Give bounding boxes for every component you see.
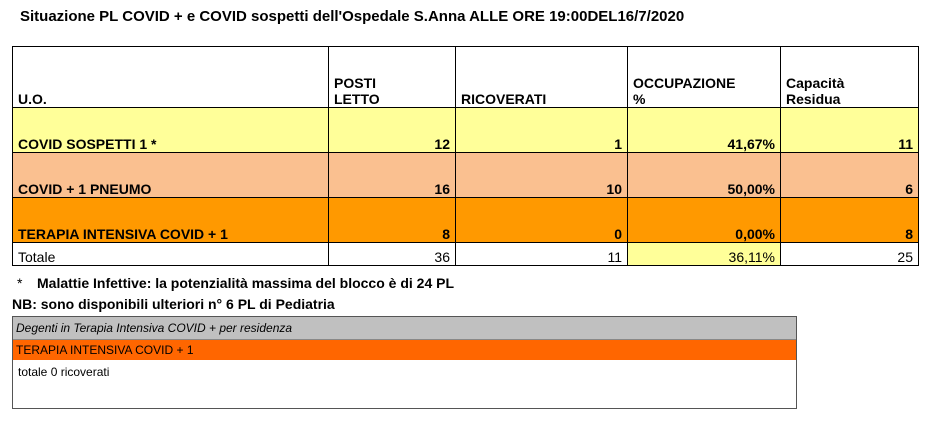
- row-occupazione: 0,00%: [628, 198, 781, 243]
- header-posti-letto: POSTI LETTO: [329, 47, 456, 108]
- row-occupazione: 41,67%: [628, 108, 781, 153]
- residenza-box-unit: TERAPIA INTENSIVA COVID + 1: [13, 340, 796, 360]
- row-ricoverati: 10: [456, 153, 628, 198]
- table-row: [13, 108, 919, 153]
- total-label: Totale: [13, 243, 329, 266]
- table-row: [13, 153, 919, 198]
- footnote-pediatria: NB: sono disponibili ulteriori n° 6 PL di Pediatria: [12, 296, 335, 312]
- residenza-box: [12, 316, 797, 409]
- header-ricoverati: RICOVERATI: [456, 47, 628, 108]
- row-posti: 8: [329, 198, 456, 243]
- header-uo: U.O.: [13, 47, 329, 108]
- footnote-text: Malattie Infettive: la potenzialità massima del blocco è di 24 PL: [37, 275, 455, 291]
- row-ricoverati: 1: [456, 108, 628, 153]
- table-total-row: [13, 243, 919, 266]
- table-row: [13, 198, 919, 243]
- total-posti: 36: [329, 243, 456, 266]
- occupancy-table: [12, 46, 919, 266]
- residenza-box-header: Degenti in Terapia Intensiva COVID + per residenza: [13, 317, 796, 340]
- row-name: COVID + 1 PNEUMO: [13, 153, 329, 198]
- residenza-box-total: totale 0 ricoverati: [18, 365, 110, 379]
- footnote-star: *: [17, 275, 23, 291]
- header-capacita-residua: Capacità Residua: [781, 47, 919, 108]
- header-occupazione: OCCUPAZIONE %: [628, 47, 781, 108]
- row-name: COVID SOSPETTI 1 *: [13, 108, 329, 153]
- row-occupazione: 50,00%: [628, 153, 781, 198]
- row-ricoverati: 0: [456, 198, 628, 243]
- row-capacita: 8: [781, 198, 919, 243]
- row-posti: 16: [329, 153, 456, 198]
- row-capacita: 11: [781, 108, 919, 153]
- row-capacita: 6: [781, 153, 919, 198]
- total-occupazione: 36,11%: [628, 243, 781, 266]
- footnote-malattie-infettive: [17, 275, 454, 291]
- page-title: Situazione PL COVID + e COVID sospetti dell'Ospedale S.Anna ALLE ORE 19:00DEL16/7/2020: [20, 8, 685, 25]
- table-header-row: [13, 47, 919, 108]
- row-name: TERAPIA INTENSIVA COVID + 1: [13, 198, 329, 243]
- total-ricoverati: 11: [456, 243, 628, 266]
- total-capacita: 25: [781, 243, 919, 266]
- row-posti: 12: [329, 108, 456, 153]
